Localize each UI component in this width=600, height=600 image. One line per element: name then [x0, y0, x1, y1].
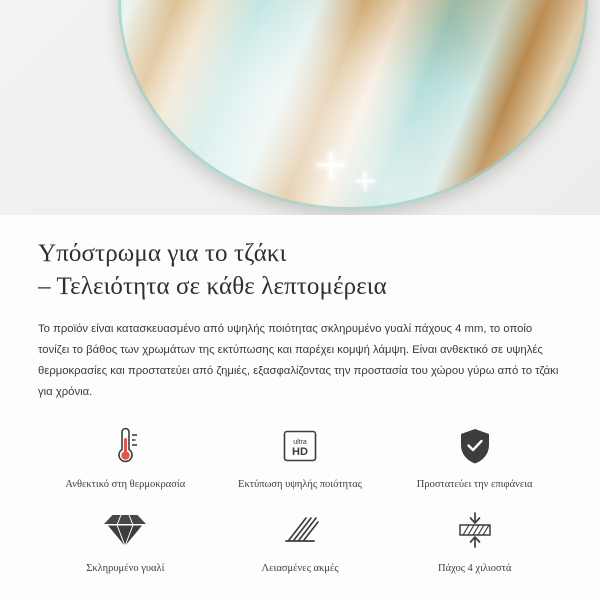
feature-label: Λειασμένες ακμές [261, 563, 339, 575]
marble-glass-disc [107, 0, 598, 215]
feature-item [387, 423, 562, 491]
feature-label: Σκληρυμένο γυαλί [86, 563, 165, 575]
feature-label: Εκτύπωση υψηλής ποιότητας [238, 479, 362, 490]
feature-label: Ανθεκτικό στη θερμοκρασία [65, 479, 186, 490]
feature-item [213, 423, 388, 491]
page-title [38, 237, 562, 303]
feature-item [387, 507, 562, 575]
thermometer-icon [98, 423, 152, 469]
ultra-hd-icon [273, 423, 327, 469]
feature-item [38, 423, 213, 491]
polished-edges-icon [273, 507, 327, 553]
description-paragraph: Το προϊόν είναι κατασκευασμένο από υψηλής ποιότητας σκληρυμένο γυαλί πάχους 4 mm, το οποίο τονίζει το βάθος των χρωμάτων της εκτύπωσης και παρέχει κομψή λάμψη. Είναι ανθεκτικό σε υψηλές θερμοκρασίες και προστατεύει από ζημιές, εξασφαλίζοντας την προστασία του χώρου γύρω από το τζάκι για χρόνια. [38, 323, 559, 398]
feature-item [213, 507, 388, 575]
svg-text:HD: HD [292, 446, 308, 458]
feature-item [38, 507, 213, 575]
shield-check-icon [448, 423, 502, 469]
feature-label: Προστατεύει την επιφάνεια [416, 479, 533, 490]
thickness-arrows-icon [448, 507, 502, 553]
feature-grid [38, 423, 562, 575]
diamond-icon [98, 507, 152, 553]
headline-line-2: – Τελειότητα σε κάθε λεπτομέρεια [38, 273, 387, 300]
feature-label: Πάχος 4 χιλιοστά [438, 563, 512, 575]
hero-image [0, 0, 600, 215]
headline-line-1: Υπόστρωμα για το τζάκι [38, 240, 287, 267]
svg-text:ultra: ultra [293, 439, 307, 446]
content-area [0, 215, 600, 575]
